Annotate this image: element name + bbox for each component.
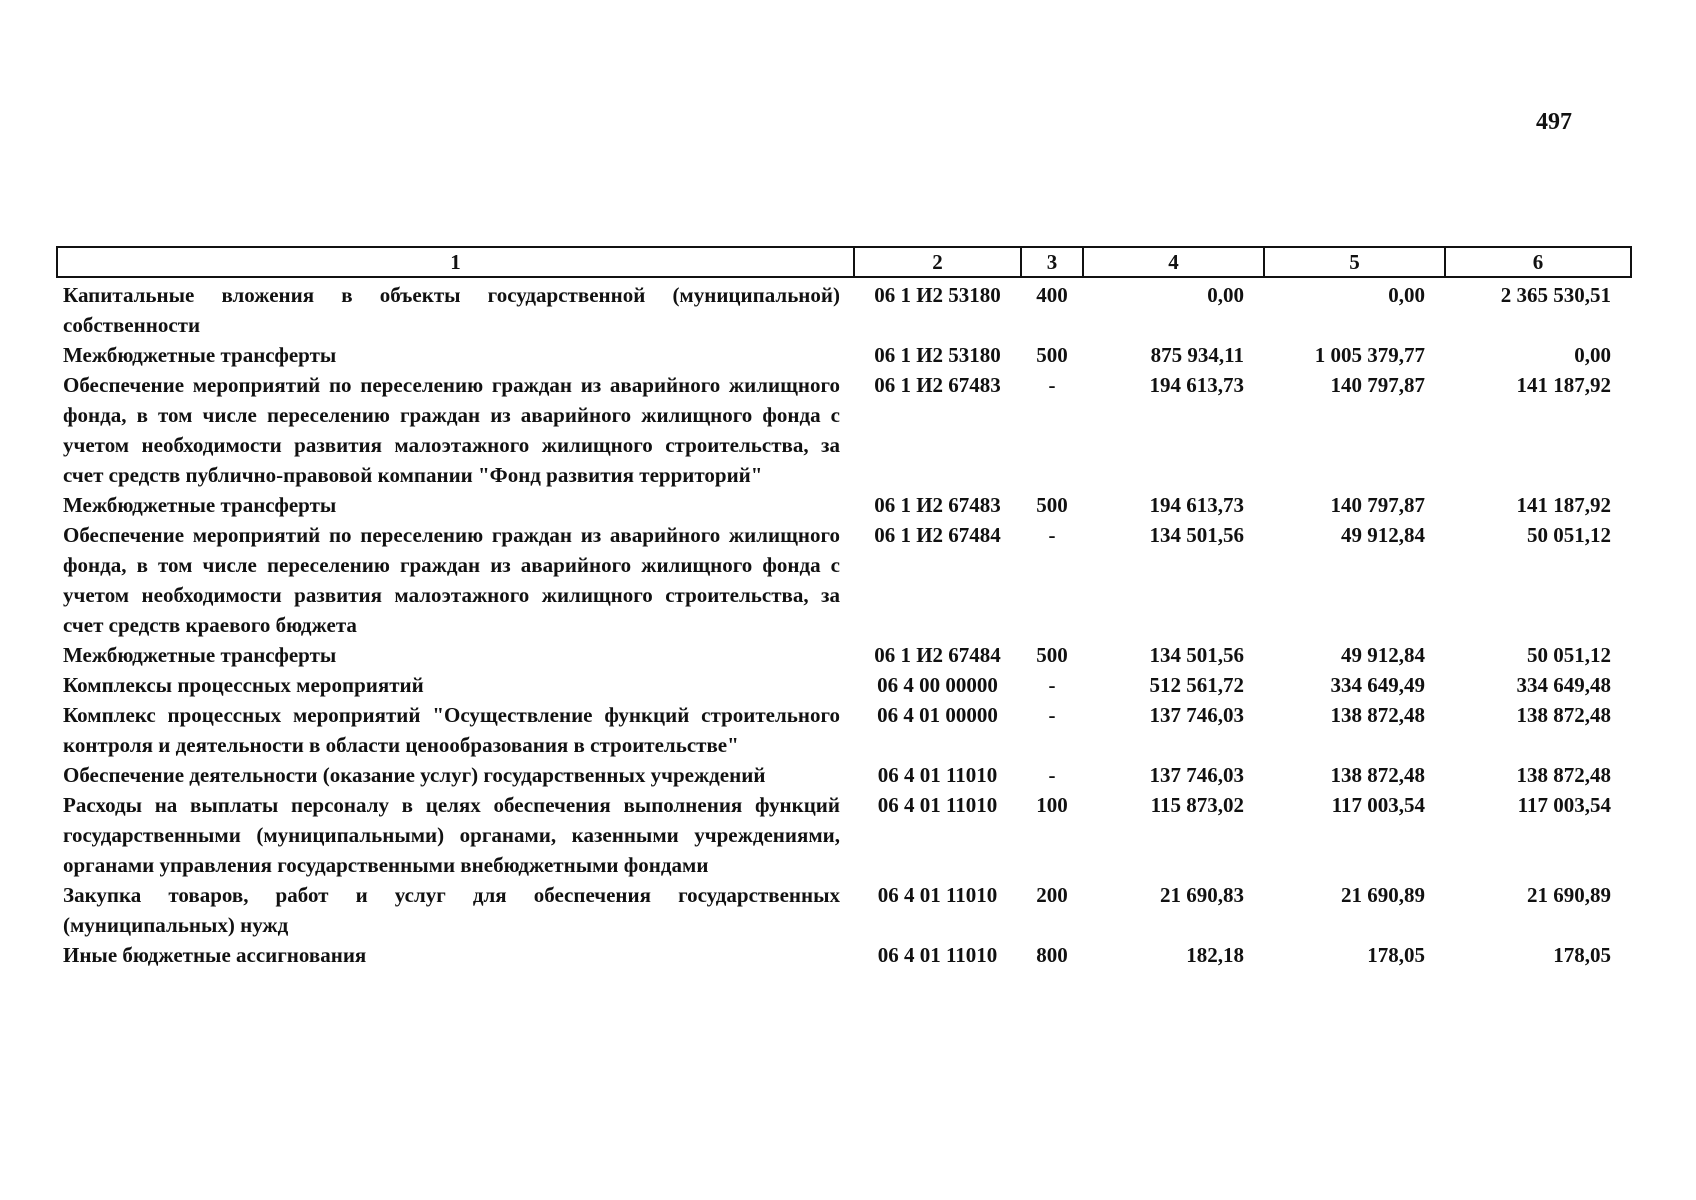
table-row	[57, 277, 1631, 340]
row-code: 06 1 И2 53180	[874, 343, 1001, 367]
row-value-5: 21 690,89	[1341, 883, 1425, 907]
row-name: Обеспечение мероприятий по переселению граждан из аварийного жилищного фонда, в том числе переселению граждан из аварийного жилищного фонда с учетом необходимости развития малоэтажного жилищного строительства, за счет средств краевого бюджета	[63, 523, 840, 637]
row-code: 06 1 И2 67484	[874, 523, 1001, 547]
row-value-5: 49 912,84	[1341, 523, 1425, 547]
table-row	[57, 490, 1631, 520]
row-value-5: 334 649,49	[1330, 673, 1425, 697]
row-name: Расходы на выплаты персоналу в целях обеспечения выполнения функций государственными (муниципальными) органами, казенными учреждениями, органами управления государственными внебюджетными фондами	[63, 793, 840, 877]
row-value-6: 50 051,12	[1527, 643, 1611, 667]
column-header-4: 4	[1083, 247, 1264, 277]
row-expense-type: 200	[1036, 883, 1068, 907]
page-number: 497	[1536, 109, 1572, 135]
row-expense-type: -	[1048, 523, 1056, 547]
row-value-4: 134 501,56	[1149, 523, 1244, 547]
row-expense-type: -	[1048, 703, 1056, 727]
column-header-3: 3	[1021, 247, 1083, 277]
row-code: 06 1 И2 53180	[874, 283, 1001, 307]
row-expense-type: 500	[1036, 343, 1068, 367]
table-row	[57, 340, 1631, 370]
table-row	[57, 700, 1631, 760]
row-name: Закупка товаров, работ и услуг для обеспечения государственных (муниципальных) нужд	[63, 883, 840, 937]
row-value-6: 50 051,12	[1527, 523, 1611, 547]
table-row	[57, 880, 1631, 940]
table-row	[57, 640, 1631, 670]
row-value-6: 117 003,54	[1517, 793, 1611, 817]
row-value-6: 138 872,48	[1516, 763, 1611, 787]
row-expense-type: 400	[1036, 283, 1068, 307]
column-header-1: 1	[57, 247, 854, 277]
row-code: 06 4 01 11010	[877, 943, 998, 967]
column-header-2: 2	[854, 247, 1021, 277]
row-expense-type: 500	[1036, 643, 1068, 667]
row-value-5: 178,05	[1367, 943, 1425, 967]
row-code: 06 1 И2 67483	[874, 373, 1001, 397]
row-value-4: 0,00	[1207, 283, 1244, 307]
table-row	[57, 370, 1631, 490]
row-expense-type: 500	[1036, 493, 1068, 517]
row-value-4: 512 561,72	[1149, 673, 1244, 697]
row-value-4: 137 746,03	[1149, 763, 1244, 787]
table-row	[57, 790, 1631, 880]
table-header	[57, 247, 1631, 277]
row-value-5: 0,00	[1388, 283, 1425, 307]
row-name: Комплекс процессных мероприятий "Осуществление функций строительного контроля и деятельности в области ценообразования в строительстве"	[63, 703, 840, 757]
row-code: 06 4 00 00000	[877, 673, 998, 697]
row-name: Иные бюджетные ассигнования	[63, 943, 367, 967]
row-name: Межбюджетные трансферты	[63, 493, 337, 517]
header-row	[57, 247, 1631, 277]
row-value-6: 178,05	[1553, 943, 1611, 967]
row-expense-type: 100	[1036, 793, 1068, 817]
row-value-5: 117 003,54	[1331, 793, 1425, 817]
row-value-5: 138 872,48	[1330, 703, 1425, 727]
row-code: 06 4 01 11010	[877, 883, 998, 907]
row-value-6: 141 187,92	[1516, 373, 1611, 397]
table-row	[57, 520, 1631, 640]
table-body	[57, 277, 1631, 970]
row-name: Обеспечение деятельности (оказание услуг) государственных учреждений	[63, 763, 766, 787]
row-name: Обеспечение мероприятий по переселению граждан из аварийного жилищного фонда, в том числе переселению граждан из аварийного жилищного фонда с учетом необходимости развития малоэтажного жилищного строительства, за счет средств публично-правовой компании "Фонд развития территорий"	[63, 373, 840, 487]
row-value-6: 0,00	[1574, 343, 1611, 367]
row-value-4: 875 934,11	[1150, 343, 1244, 367]
row-code: 06 4 01 11010	[877, 793, 998, 817]
row-name: Межбюджетные трансферты	[63, 643, 337, 667]
column-header-6: 6	[1445, 247, 1631, 277]
row-value-6: 141 187,92	[1516, 493, 1611, 517]
row-value-5: 140 797,87	[1330, 493, 1425, 517]
row-name: Комплексы процессных мероприятий	[63, 673, 424, 697]
row-value-5: 1 005 379,77	[1314, 343, 1425, 367]
row-value-6: 2 365 530,51	[1500, 283, 1611, 307]
table-row	[57, 760, 1631, 790]
row-code: 06 1 И2 67483	[874, 493, 1001, 517]
row-value-6: 334 649,48	[1516, 673, 1611, 697]
row-value-6: 21 690,89	[1527, 883, 1611, 907]
table-row	[57, 940, 1631, 970]
row-value-4: 194 613,73	[1149, 493, 1244, 517]
column-header-5: 5	[1264, 247, 1445, 277]
row-code: 06 1 И2 67484	[874, 643, 1001, 667]
row-expense-type: 800	[1036, 943, 1068, 967]
row-value-4: 194 613,73	[1149, 373, 1244, 397]
row-value-4: 137 746,03	[1149, 703, 1244, 727]
row-value-4: 134 501,56	[1149, 643, 1244, 667]
row-value-5: 138 872,48	[1330, 763, 1425, 787]
row-expense-type: -	[1048, 673, 1056, 697]
row-expense-type: -	[1048, 373, 1056, 397]
row-value-5: 140 797,87	[1330, 373, 1425, 397]
row-value-4: 182,18	[1186, 943, 1244, 967]
table-row	[57, 670, 1631, 700]
row-code: 06 4 01 00000	[877, 703, 998, 727]
row-value-4: 115 873,02	[1150, 793, 1244, 817]
row-name: Межбюджетные трансферты	[63, 343, 337, 367]
budget-table	[56, 246, 1632, 970]
row-value-5: 49 912,84	[1341, 643, 1425, 667]
row-value-6: 138 872,48	[1516, 703, 1611, 727]
row-expense-type: -	[1048, 763, 1056, 787]
row-value-4: 21 690,83	[1160, 883, 1244, 907]
row-name: Капитальные вложения в объекты государственной (муниципальной) собственности	[63, 283, 840, 337]
row-code: 06 4 01 11010	[877, 763, 998, 787]
